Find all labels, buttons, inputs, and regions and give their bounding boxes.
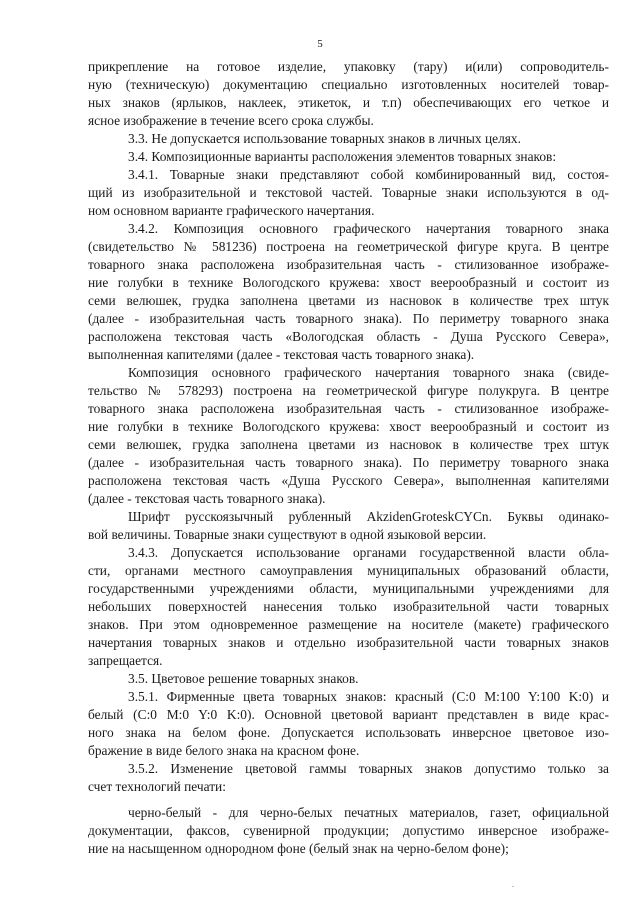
text-line: 3.4.2. Композиция основного графического начертания товарного знака bbox=[128, 221, 609, 236]
text-line: (свидетельство № 581236) построена на геометрической фигуре круга. В центре bbox=[88, 239, 609, 254]
text-line: сти, органами местного самоуправления муниципальных образований области, bbox=[88, 563, 609, 578]
text-line: ных знаков (ярлыков, наклеек, этикеток, и т.п) обеспечивающих его четкое и bbox=[88, 95, 609, 110]
text-line: 3.4.1. Товарные знаки представляют собой комбинированный вид, состоя- bbox=[128, 167, 609, 182]
text-line: (далее - изобразительная часть товарного знака). По периметру товарного знака bbox=[88, 455, 609, 470]
text-line: белый (C:0 M:0 Y:0 K:0). Основной цветовой вариант представлен в виде крас- bbox=[88, 707, 609, 722]
text-line: 3.3. Не допускается использование товарных знаков в личных целях. bbox=[128, 131, 521, 146]
text-line: щий из изобразительной и текстовой частей. Товарные знаки используются в од- bbox=[88, 185, 609, 200]
text-line: счет технологий печати: bbox=[88, 779, 226, 794]
text-line: тельство № 578293) построена на геометрической фигуре полукруга. В центре bbox=[88, 383, 609, 398]
text-line: ном основном варианте графического начертания. bbox=[88, 203, 375, 218]
text-line: выполненная капителями (далее - текстовая часть товарного знака). bbox=[88, 347, 475, 362]
text-line: запрещается. bbox=[88, 653, 163, 668]
text-line: (далее - изобразительная часть товарного знака). По периметру товарного знака bbox=[88, 311, 609, 326]
text-line: 3.4. Композиционные варианты расположения элементов товарных знаков: bbox=[128, 149, 557, 164]
text-line: ние голубки в технике Вологодского кружева: хвост веерообразный и состоит из bbox=[88, 419, 609, 434]
text-line: ние голубки в технике Вологодского кружева: хвост веерообразный и состоит из bbox=[88, 275, 609, 290]
text-line: документации, факсов, сувенирной продукции; допустимо инверсное изображе- bbox=[88, 823, 609, 838]
text-line: семи велюшек, грудка заполнена цветами из насновок в количестве трех штук bbox=[88, 437, 609, 452]
text-line: Композиция основного графического начертания товарного знака (свиде- bbox=[128, 365, 609, 380]
text-line: ясное изображение в течение всего срока службы. bbox=[88, 113, 374, 128]
text-line: семи велюшек, грудка заполнена цветами из насновок в количестве трех штук bbox=[88, 293, 609, 308]
text-line: прикрепление на готовое изделие, упаковку (тару) и(или) сопроводитель- bbox=[88, 59, 609, 74]
page-number: 5 bbox=[317, 38, 323, 50]
text-line: бражение в виде белого знака на красном фоне. bbox=[88, 743, 360, 758]
text-line: ного знака на белом фоне. Допускается использовать инверсное цветовое изо- bbox=[88, 725, 609, 740]
text-line: расположена текстовая часть «Душа Русского Севера», выполненная капителями bbox=[88, 473, 609, 488]
text-line: начертания товарных знаков и отдельно изобразительной части товарных знаков bbox=[88, 635, 609, 650]
text-line: ную (техническую) документацию специально изготовленных носителей товар- bbox=[88, 77, 609, 92]
text-line: расположена текстовая часть «Вологодская область - Душа Русского Севера», bbox=[88, 329, 609, 344]
text-line: знаков. При этом одновременное размещение на носителе (макете) графического bbox=[88, 617, 609, 632]
text-line: черно-белый - для черно-белых печатных материалов, газет, официальной bbox=[128, 805, 609, 820]
text-line: небольших поверхностей нанесения только изобразительной части товарных bbox=[88, 599, 609, 614]
text-line: товарного знака расположена изобразительная часть - стилизованное изображе- bbox=[88, 401, 609, 416]
text-line: Шрифт русскоязычный рубленный AkzidenGroteskCYCn. Буквы одинако- bbox=[128, 509, 609, 524]
text-line: 3.5.1. Фирменные цвета товарных знаков: красный (C:0 M:100 Y:100 K:0) и bbox=[128, 689, 609, 704]
scan-speck bbox=[512, 886, 514, 887]
text-line: государственными учреждениями области, муниципальными учреждениями для bbox=[88, 581, 609, 596]
text-line: 3.5. Цветовое решение товарных знаков. bbox=[128, 671, 359, 686]
text-line: 3.4.3. Допускается использование органами государственной власти обла- bbox=[128, 545, 609, 560]
text-line: вой величины. Товарные знаки существуют в одной языковой версии. bbox=[88, 527, 487, 542]
text-line: товарного знака расположена изобразительная часть - стилизованное изображе- bbox=[88, 257, 609, 272]
text-line: ние на насыщенном однородном фоне (белый знак на черно-белом фоне); bbox=[88, 841, 509, 856]
text-line: 3.5.2. Изменение цветовой гаммы товарных знаков допустимо только за bbox=[128, 761, 609, 776]
text-line: (далее - текстовая часть товарного знака). bbox=[88, 491, 326, 506]
